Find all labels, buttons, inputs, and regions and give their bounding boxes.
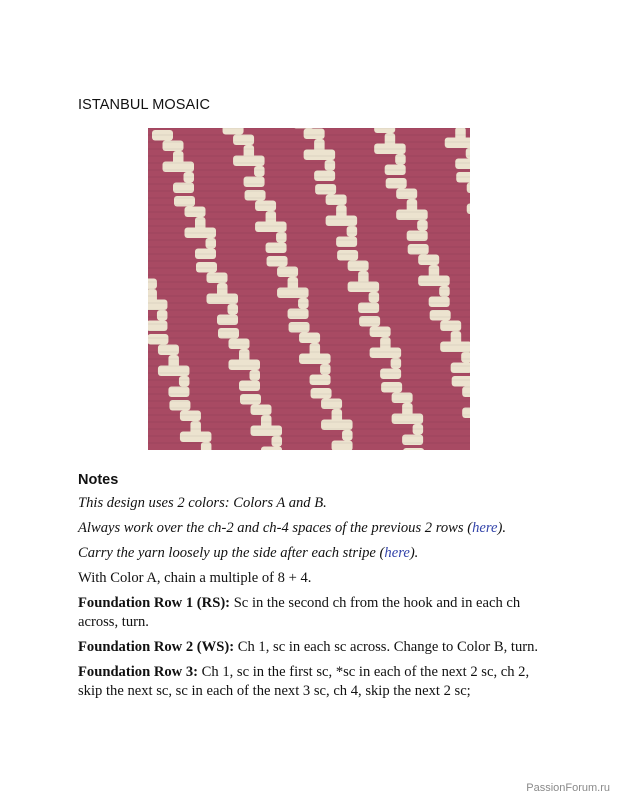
swatch-stitch-block: [239, 381, 260, 392]
swatch-stitch-block: [418, 276, 450, 287]
swatch-stitch-block: [158, 366, 190, 377]
swatch-stitch-block: [266, 243, 287, 254]
swatch-stitch-block: [358, 303, 379, 314]
swatch-stitch-block: [359, 316, 380, 327]
foundation-row-1: [78, 594, 548, 632]
foundation-row-3: [78, 663, 548, 701]
swatch-stitch-block: [386, 178, 407, 189]
swatch-stitch-block: [380, 369, 401, 380]
swatch-stitch-block: [228, 304, 239, 315]
swatch-stitch-block: [311, 388, 332, 399]
swatch-stitch-block: [403, 448, 424, 450]
row-label: Foundation Row 1 (RS):: [78, 595, 231, 611]
note-line-chain: With Color A, chain a multiple of 8 + 4.: [78, 570, 312, 586]
swatch-stitch-block: [396, 210, 428, 221]
row-text: Sc in the second ch from the hook and in each ch across, turn.: [78, 595, 521, 630]
swatch-stitch-block: [370, 348, 402, 359]
swatch-stitch-block: [315, 184, 336, 195]
swatch-stitch-block: [223, 128, 244, 135]
swatch-stitch-block: [332, 441, 353, 451]
swatch-stitch-block: [347, 226, 358, 237]
swatch-stitch-block: [440, 342, 470, 353]
row-text: Ch 1, sc in each sc across. Change to Color B, turn.: [234, 639, 539, 655]
swatch-stitch-block: [148, 321, 167, 332]
swatch-pattern: [148, 128, 470, 450]
row-label: Foundation Row 3:: [78, 664, 199, 680]
swatch-stitch-block: [445, 138, 470, 149]
swatch-stitch-block: [233, 135, 254, 146]
swatch-stitch-block: [314, 171, 335, 182]
here-link-1[interactable]: here: [472, 520, 498, 536]
swatch-stitch-block: [304, 129, 325, 140]
instructions-body: [78, 494, 548, 707]
swatch-stitch-block: [180, 411, 201, 422]
swatch-stitch-block: [374, 128, 395, 133]
note-line-work-over: Always work over the ch-2 and ch-4 spaces of the previous 2 rows (here).: [78, 520, 507, 536]
page-title: ISTANBUL MOSAIC: [78, 97, 211, 113]
swatch-stitch-block: [251, 405, 272, 416]
swatch-stitch-block: [348, 282, 380, 293]
swatch-stitch-block: [179, 376, 190, 387]
swatch-stitch-block: [168, 387, 189, 398]
swatch-stitch-block: [233, 156, 265, 167]
swatch-stitch-block: [272, 436, 283, 447]
swatch-stitch-block: [325, 160, 336, 171]
swatch-stitch-block: [342, 430, 353, 441]
swatch-stitch-block: [255, 222, 287, 233]
swatch-stitch-block: [240, 394, 261, 405]
swatch-stitch-block: [462, 408, 470, 419]
swatch-stitch-block: [229, 360, 261, 371]
foundation-row-2: [78, 638, 548, 657]
swatch-stitch-block: [451, 363, 470, 374]
swatch-stitch-block: [157, 310, 168, 321]
swatch-stitch-block: [169, 400, 190, 411]
swatch-stitch-block: [148, 300, 167, 311]
swatch-stitch-block: [321, 420, 353, 431]
swatch-stitch-block: [218, 328, 239, 339]
swatch-stitch-block: [245, 190, 266, 201]
swatch-stitch-block: [180, 432, 212, 443]
swatch-stitch-block: [418, 255, 439, 266]
swatch-stitch-block: [158, 345, 179, 356]
swatch-stitch-block: [255, 201, 276, 212]
note-line-colors: This design uses 2 colors: Colors A and B.: [78, 495, 327, 511]
swatch-stitch-block: [326, 216, 358, 227]
swatch-stitch-block: [407, 231, 428, 242]
row-text: Ch 1, sc in the first sc, *sc in each of the next 2 sc, ch 2, skip the next sc, sc in each of the next 3 sc, ch 4, skip the next 2 sc;: [78, 664, 530, 699]
swatch-stitch-block: [408, 244, 429, 255]
swatch-stitch-block: [391, 358, 402, 369]
swatch-stitch-block: [466, 148, 470, 159]
swatch-stitch-block: [254, 166, 265, 177]
swatch-stitch-block: [417, 220, 428, 231]
swatch-stitch-block: [326, 195, 347, 206]
swatch-stitch-block: [217, 315, 238, 326]
swatch-stitch-block: [452, 376, 470, 387]
swatch-stitch-block: [261, 447, 282, 451]
swatch-stitch-block: [250, 370, 261, 381]
swatch-stitch-block: [148, 279, 157, 290]
swatch-stitch-block: [369, 292, 380, 303]
swatch-stitch-block: [337, 250, 358, 261]
note-line-carry-yarn: Carry the yarn loosely up the side after each stripe (here).: [78, 545, 419, 561]
swatch-stitch-block: [455, 159, 470, 170]
swatch-stitch-block: [148, 334, 168, 345]
swatch-stitch-block: [207, 294, 239, 305]
here-link-2[interactable]: here: [384, 545, 410, 561]
swatch-stitch-block: [429, 297, 450, 308]
swatch-stitch-block: [461, 352, 470, 363]
swatch-stitch-block: [196, 262, 217, 273]
swatch-photo: [148, 128, 470, 450]
swatch-stitch-block: [321, 399, 342, 410]
swatch-stitch-block: [207, 273, 228, 284]
swatch-stitch-block: [244, 177, 265, 188]
swatch-stitch-block: [348, 261, 369, 272]
swatch-stitch-block: [396, 189, 417, 200]
swatch-stitch-block: [439, 286, 450, 297]
swatch-stitch-block: [304, 150, 336, 161]
swatch-stitch-block: [251, 426, 283, 437]
swatch-stitch-block: [440, 321, 461, 332]
swatch-stitch-block: [462, 387, 470, 398]
swatch-stitch-block: [370, 327, 391, 338]
swatch-stitch-block: [276, 232, 287, 243]
swatch-stitch-block: [229, 339, 250, 350]
swatch-stitch-block: [336, 237, 357, 248]
row-label: Foundation Row 2 (WS):: [78, 639, 235, 655]
swatch-stitch-block: [430, 310, 451, 321]
watermark: PassionForum.ru: [526, 782, 610, 794]
notes-heading: Notes: [78, 472, 119, 488]
